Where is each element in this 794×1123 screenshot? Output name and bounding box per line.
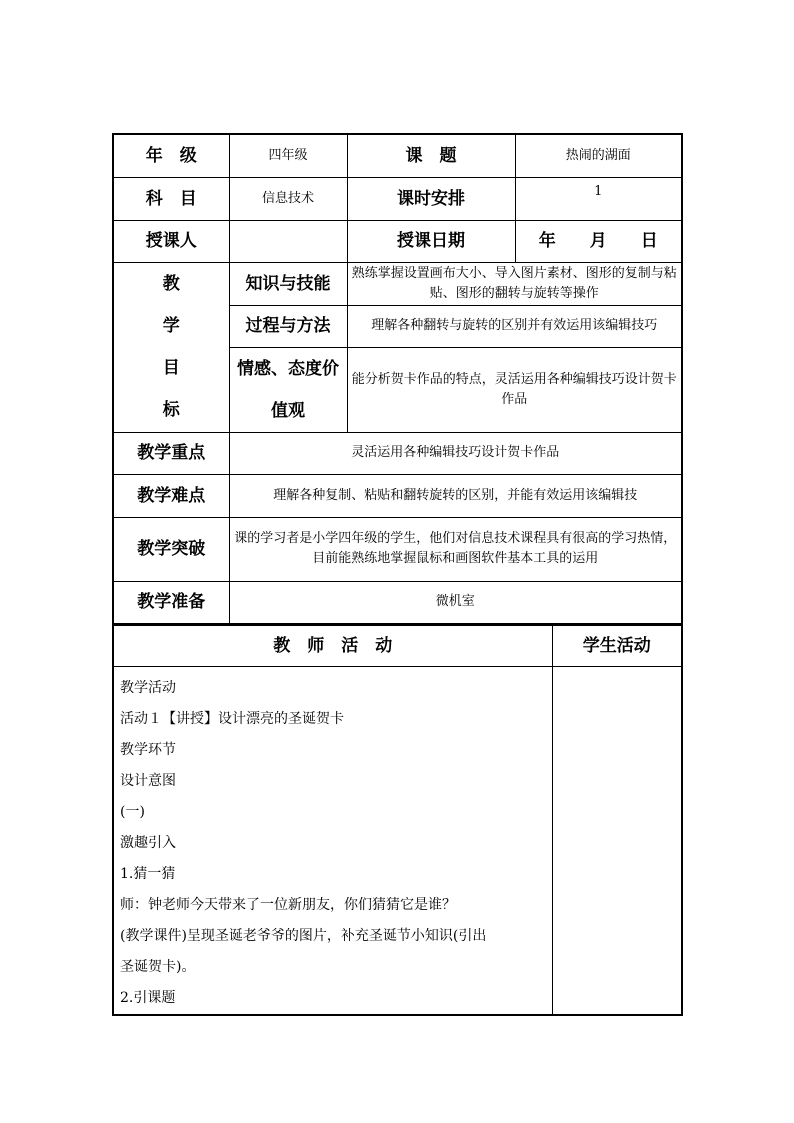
schedule-label: 课时安排 bbox=[347, 177, 515, 220]
activity-line: 激趣引入 bbox=[120, 835, 176, 851]
activity-line: 教学环节 bbox=[120, 742, 176, 758]
topic-label: 课 题 bbox=[347, 134, 515, 177]
activity-line: 设计意图 bbox=[120, 773, 176, 789]
activity-line: 师：钟老师今天带来了一位新朋友，你们猜猜它是谁？ bbox=[120, 897, 456, 913]
activity-line: 2.引课题 bbox=[120, 990, 176, 1006]
row-teacher-date bbox=[113, 220, 682, 262]
preparation-label: 教学准备 bbox=[113, 581, 229, 624]
objective-text: 理解各种翻转与旋转的区别并有效运用该编辑技巧 bbox=[347, 305, 682, 347]
schedule-value: 1 bbox=[515, 177, 682, 220]
teacher-value bbox=[229, 220, 347, 262]
key-points-row bbox=[113, 432, 682, 474]
objective-label: 情感、态度价值观 bbox=[229, 347, 347, 432]
difficulties-row bbox=[113, 474, 682, 517]
teacher-activity-cell bbox=[113, 667, 552, 1016]
objectives-label-char: 学 bbox=[162, 316, 180, 336]
subject-label: 科 目 bbox=[113, 177, 229, 220]
objectives-label-char: 目 bbox=[162, 358, 180, 378]
date-value: 年 月 日 bbox=[515, 220, 682, 262]
topic-value: 热闹的湖面 bbox=[515, 134, 682, 177]
subject-value: 信息技术 bbox=[229, 177, 347, 220]
objectives-label-char: 标 bbox=[162, 400, 180, 420]
activities-body-row bbox=[113, 667, 682, 1016]
objectives-vertical-label bbox=[113, 262, 229, 432]
objective-row-1 bbox=[113, 262, 682, 305]
row-subject-schedule bbox=[113, 177, 682, 220]
objectives-label-char: 教 bbox=[162, 274, 180, 294]
activities-header-row bbox=[113, 626, 682, 667]
breakthrough-label: 教学突破 bbox=[113, 517, 229, 581]
date-label: 授课日期 bbox=[347, 220, 515, 262]
student-activity-header: 学生活动 bbox=[552, 626, 682, 667]
breakthrough-text: 课的学习者是小学四年级的学生，他们对信息技术课程具有很高的学习热情，目前能熟练地掌握鼠标和画图软件基本工具的运用 bbox=[229, 517, 682, 581]
activity-line: 教学活动 bbox=[120, 680, 176, 696]
key-points-text: 灵活运用各种编辑技巧设计贺卡作品 bbox=[229, 432, 682, 474]
teacher-label: 授课人 bbox=[113, 220, 229, 262]
lesson-plan-table bbox=[112, 133, 683, 625]
activities-table bbox=[112, 625, 683, 1016]
key-points-label: 教学重点 bbox=[113, 432, 229, 474]
preparation-row bbox=[113, 581, 682, 624]
breakthrough-row bbox=[113, 517, 682, 581]
preparation-text: 微机室 bbox=[229, 581, 682, 624]
teacher-activity-header: 教 师 活 动 bbox=[113, 626, 552, 667]
activity-line: (教学课件)呈现圣诞老爷爷的图片，补充圣诞节小知识(引出 bbox=[120, 928, 487, 944]
activity-line: 圣诞贺卡)。 bbox=[120, 959, 196, 975]
objective-label: 知识与技能 bbox=[229, 262, 347, 305]
activity-line: 1.猜一猜 bbox=[120, 866, 176, 882]
activity-line: (一) bbox=[120, 804, 145, 820]
lesson-plan-page bbox=[112, 133, 681, 1016]
activity-line: 活动１【讲授】设计漂亮的圣诞贺卡 bbox=[120, 711, 344, 727]
objective-label: 过程与方法 bbox=[229, 305, 347, 347]
objective-text: 熟练掌握设置画布大小、导入图片素材、图形的复制与粘贴、图形的翻转与旋转等操作 bbox=[347, 262, 682, 305]
student-activity-cell bbox=[552, 667, 682, 1016]
difficulties-text: 理解各种复制、粘贴和翻转旋转的区别，并能有效运用该编辑技 bbox=[229, 474, 682, 517]
row-grade-topic bbox=[113, 134, 682, 177]
difficulties-label: 教学难点 bbox=[113, 474, 229, 517]
grade-label: 年 级 bbox=[113, 134, 229, 177]
grade-value: 四年级 bbox=[229, 134, 347, 177]
objective-text: 能分析贺卡作品的特点，灵活运用各种编辑技巧设计贺卡作品 bbox=[347, 347, 682, 432]
